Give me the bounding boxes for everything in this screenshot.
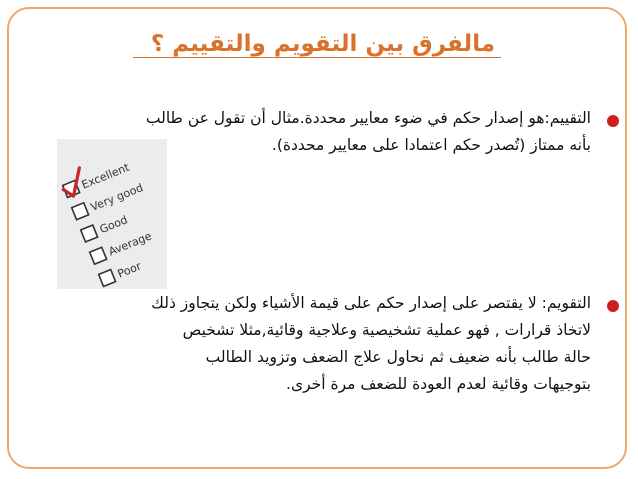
- bullet-text-1: [146, 105, 591, 159]
- rating-checklist-image: [57, 139, 167, 289]
- slide-title-text: مالفرق بين التقويم والتقييم ؟: [133, 31, 501, 58]
- bullet-2-line-2: لاتخاذ قرارات , فهو عملية تشخيصية وعلاجية وقائية,مثلا تشخيص: [182, 321, 591, 339]
- checkbox-icon: [99, 270, 116, 287]
- bullet-1-line-1: التقييم:هو إصدار حكم في ضوء معايير محددة.مثال أن تقول عن طالب: [145, 109, 591, 127]
- checklist-item-very-good: Very good: [88, 181, 145, 214]
- checklist-item-excellent: Excellent: [79, 160, 132, 192]
- checklist-item-average: Average: [106, 229, 154, 259]
- bullet-dot-2: [607, 300, 619, 312]
- checkbox-icon: [90, 247, 107, 264]
- checklist-item-good: Good: [97, 213, 130, 237]
- bullet-2-line-1: التقويم: لا يقتصر على إصدار حكم على قيمة الأشياء ولكن يتجاوز ذلك: [151, 294, 591, 312]
- bullet-2-line-3: حالة طالب بأنه ضعيف ثم نحاول علاج الضعف وتزويد الطالب: [205, 348, 591, 366]
- checklist-item-poor: Poor: [115, 259, 144, 281]
- checkbox-icon: [72, 203, 89, 220]
- bullet-1-line-2: بأنه ممتاز (تُصدر حكم اعتمادا على معايير محددة).: [271, 136, 591, 154]
- bullet-text-2: [151, 290, 591, 398]
- bullet-2-line-4: بتوجيهات وقائية لعدم العودة للضعف مرة أخرى.: [286, 375, 591, 393]
- slide-frame: [7, 7, 627, 469]
- slide-title: [9, 31, 625, 57]
- checkbox-icon: [81, 225, 98, 242]
- bullet-dot-1: [607, 115, 619, 127]
